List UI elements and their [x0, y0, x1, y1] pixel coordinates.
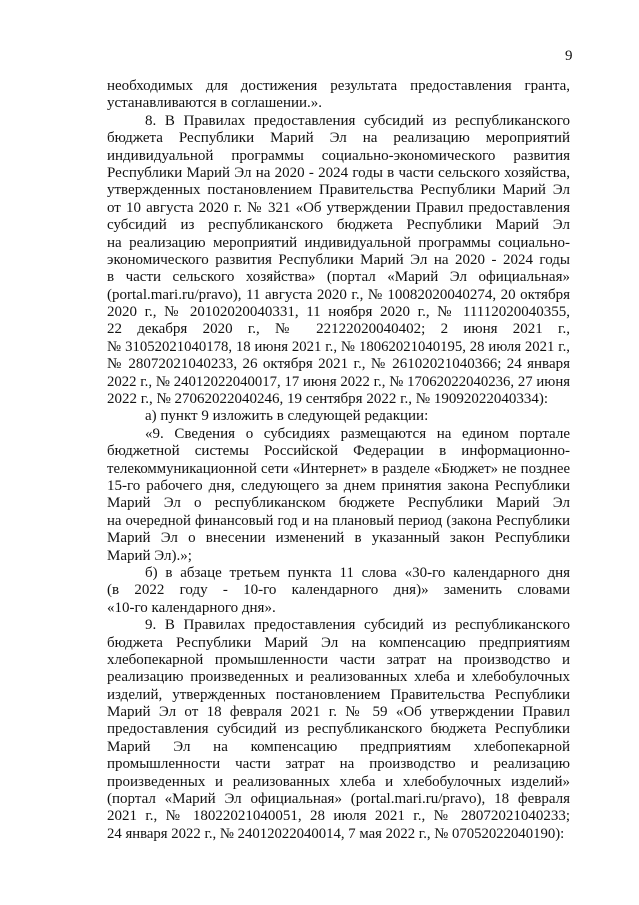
- text-line: 2021 г., № 18022021040051, 28 июля 2021 г., № 28072021040233;: [107, 808, 570, 825]
- text-line: на очередной финансовый год и на плановый период (закона Республики: [107, 512, 570, 529]
- text-line: № 31052021040178, 18 июня 2021 г., № 18062021040195, 28 июля 2021 г.,: [107, 338, 570, 355]
- text-line: б) в абзаце третьем пункта 11 слова «30-го календарного дня: [145, 564, 570, 581]
- text-line: «10-го календарного дня».: [107, 599, 276, 616]
- text-line: от 10 августа 2020 г. № 321 «Об утверждении Правил предоставления: [107, 199, 570, 216]
- text-line: Марий Эл о внесении изменений в указанный закон Республики: [107, 530, 570, 547]
- text-line: 2020 г., № 20102020040331, 11 ноября 2020 г., № 11112020040355,: [107, 304, 570, 321]
- text-line: на реализацию мероприятий индивидуальной программы социально-: [107, 234, 570, 251]
- page-number: 9: [565, 48, 573, 64]
- text-line: 22 декабря 2020 г., № 22122020040402; 2 июня 2021 г.,: [107, 321, 570, 338]
- text-line: реализацию произведенных и реализованных хлеба и хлебобулочных: [107, 669, 570, 686]
- text-line: «9. Сведения о субсидиях размещаются на едином портале: [145, 425, 570, 442]
- text-line: Республики Марий Эл на 2020 - 2024 годы в части сельского хозяйства,: [107, 164, 570, 181]
- text-line: в части сельского хозяйства» (портал «Марий Эл официальная»: [107, 269, 570, 286]
- text-line: (portal.mari.ru/pravo), 11 августа 2020 г., № 10082020040274, 20 октября: [107, 286, 570, 303]
- text-line: (в 2022 году - 10-го календарного дня)» заменить словами: [107, 582, 570, 599]
- text-line: № 28072021040233, 26 октября 2021 г., № 26102021040366; 24 января: [107, 356, 570, 373]
- document-body: [107, 78, 570, 843]
- text-line: 8. В Правилах предоставления субсидий из республиканского: [145, 112, 570, 129]
- text-line: промышленности части затрат на производство и реализацию: [107, 756, 570, 773]
- text-line: 24 января 2022 г., № 24012022040014, 7 мая 2022 г., № 07052022040190):: [107, 825, 565, 842]
- text-line: 2022 г., № 24012022040017, 17 июня 2022 г., № 17062022040236, 27 июня: [107, 373, 570, 390]
- text-line: бюджета Республики Марий Эл на компенсацию предприятиям: [107, 634, 570, 651]
- text-line: Марий Эл от 18 февраля 2021 г. № 59 «Об утверждении Правил: [107, 704, 570, 721]
- text-line: индивидуальной программы социально-экономического развития: [107, 147, 570, 164]
- text-line: 2022 г., № 27062022040246, 19 сентября 2022 г., № 19092022040334):: [107, 391, 549, 408]
- text-line: хлебопекарной промышленности части затрат на производство и: [107, 651, 570, 668]
- text-line: а) пункт 9 изложить в следующей редакции:: [145, 408, 429, 425]
- text-line: произведенных и реализованных хлеба и хлебобулочных изделий»: [107, 773, 570, 790]
- text-line: Марий Эл на компенсацию предприятиям хлебопекарной: [107, 738, 570, 755]
- text-line: субсидий из республиканского бюджета Республики Марий Эл: [107, 217, 570, 234]
- text-line: предоставления субсидий из республиканского бюджета Республики: [107, 721, 570, 738]
- text-line: необходимых для достижения результата предоставления гранта,: [107, 78, 570, 94]
- text-line: бюджета Республики Марий Эл на реализацию мероприятий: [107, 130, 570, 147]
- text-line: 15-го рабочего дня, следующего за днем принятия закона Республики: [107, 477, 570, 494]
- text-line: (портал «Марий Эл официальная» (portal.mari.ru/pravo), 18 февраля: [107, 791, 570, 808]
- text-line: бюджетной системы Российской Федерации в информационно-: [107, 443, 570, 460]
- text-line: Марий Эл).»;: [107, 547, 192, 564]
- text-line: 9. В Правилах предоставления субсидий из республиканского: [145, 617, 570, 634]
- text-line: экономического развития Республики Марий Эл на 2020 - 2024 годы: [107, 251, 570, 268]
- text-line: устанавливаются в соглашении.».: [107, 95, 323, 112]
- text-line: утвержденных постановлением Правительства Республики Марий Эл: [107, 182, 570, 199]
- text-line: изделий, утвержденных постановлением Правительства Республики: [107, 686, 570, 703]
- text-line: Марий Эл о республиканском бюджете Республики Марий Эл: [107, 495, 570, 512]
- text-line: телекоммуникационной сети «Интернет» в разделе «Бюджет» не позднее: [107, 460, 570, 477]
